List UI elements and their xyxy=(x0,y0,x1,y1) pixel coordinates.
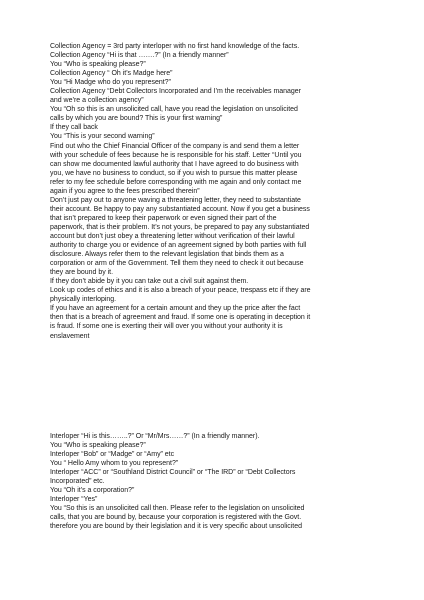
text-line: You “So this is an unsolicited call then. Please refer to the legislation on unsolicited xyxy=(50,505,305,513)
text-line: You “Who is speaking please?” xyxy=(50,61,146,69)
text-line: therefore you are bound by their legislation and it is very specific about unsolicited xyxy=(50,523,302,531)
text-line: Interloper “ACC” or “Southland District Council” or “The IRD” or “Debt Collectors xyxy=(50,469,296,477)
text-line: again if you agree to the fees prescribed therein” xyxy=(50,187,200,195)
text-line: account but don’t just obey a threatening letter without verification of their lawful xyxy=(50,232,295,240)
text-line: their account. Be happy to pay any substantiated account. Now if you get a business xyxy=(50,205,310,213)
text-line: with your schedule of fees because he is responsible for his staff. Letter “Until you xyxy=(50,151,302,159)
text-line: If you have an agreement for a certain amount and they up the price after the fact xyxy=(50,305,301,313)
text-line: refer to my fee schedule before corresponding with me again and only contact me xyxy=(50,178,302,186)
document-section-collection-agency xyxy=(50,42,380,341)
text-line: Interloper “Yes” xyxy=(50,496,98,504)
text-line: If they call back xyxy=(50,124,98,132)
text-line: is fraud. If some one is exerting their will over you without your authority it is xyxy=(50,323,283,331)
text-line: authority to charge you or evidence of an agreement signed by both parties with full xyxy=(50,242,307,250)
text-line: paperwork, that is their problem. It’s not yours, be prepared to pay any substantiated xyxy=(50,223,310,231)
text-line: Collection Agency “Hi is that …….?” (In a friendly manner” xyxy=(50,52,229,60)
text-line: Interloper “Hi is this……..?” Or “Mr/Mrs……?” (In a friendly manner). xyxy=(50,433,260,440)
text-line: calls by which you are bound? This is your first warning” xyxy=(50,115,223,123)
text-line: Find out who the Chief Financial Officer of the company is and send them a letter xyxy=(50,142,300,150)
text-line: they are bound by it. xyxy=(50,269,114,277)
text-line: Collection Agency = 3rd party interloper with no first hand knowledge of the facts. xyxy=(50,43,300,50)
text-line: can show me documented lawful authority that I have agreed to do business with xyxy=(50,160,299,168)
text-line: Collection Agency “ Oh it’s Madge here” xyxy=(50,70,173,78)
text-line: corporation or arm of the Government. Tell them they need to check it out because xyxy=(50,260,304,268)
text-line: enslavement xyxy=(50,332,90,340)
text-line: you, we have no business to conduct, so if you wish to pursue this matter please xyxy=(50,169,298,177)
text-line: If they don’t abide by it you can take out a civil suit against them. xyxy=(50,278,249,286)
text-line: that isn’t prepared to keep their paperwork or even signed their part of the xyxy=(50,214,277,222)
text-line: Collection Agency “Debt Collectors Incorporated and I’m the receivables manager xyxy=(50,88,301,96)
text-line: You “Oh so this is an unsolicited call, have you read the legislation on unsolicited xyxy=(50,106,298,114)
text-line: Don’t just pay out to anyone waving a threatening letter, they need to substantiate xyxy=(50,196,301,204)
text-line: Incorporated” etc. xyxy=(50,478,105,486)
text-line: disclosure. Always refer them to the relevant legislation that binds them as a xyxy=(50,251,284,259)
text-line: then that is a breach of agreement and fraud. If some one is operating in deception it xyxy=(50,314,311,322)
text-line: and we’re a collection agency” xyxy=(50,97,144,105)
text-line: Look up codes of ethics and it is also a breach of your peace, trespass etc if they are xyxy=(50,287,311,295)
text-line: You “Hi Madge who do you represent?” xyxy=(50,79,171,87)
text-line: calls, that you are bound by, because your corporation is registered with the Govt. xyxy=(50,514,302,522)
text-line: You “This is your second warning” xyxy=(50,133,155,141)
document-section-interloper xyxy=(50,432,380,532)
text-line: Interloper “Bob” or “Madge” or “Amy” etc xyxy=(50,451,175,459)
text-line: physically interloping. xyxy=(50,296,117,304)
text-line: You “Who is speaking please?” xyxy=(50,442,146,450)
text-line: You “ Hello Amy whom to you represent?” xyxy=(50,460,179,468)
text-line: You “Oh it’s a corporation?” xyxy=(50,487,135,495)
